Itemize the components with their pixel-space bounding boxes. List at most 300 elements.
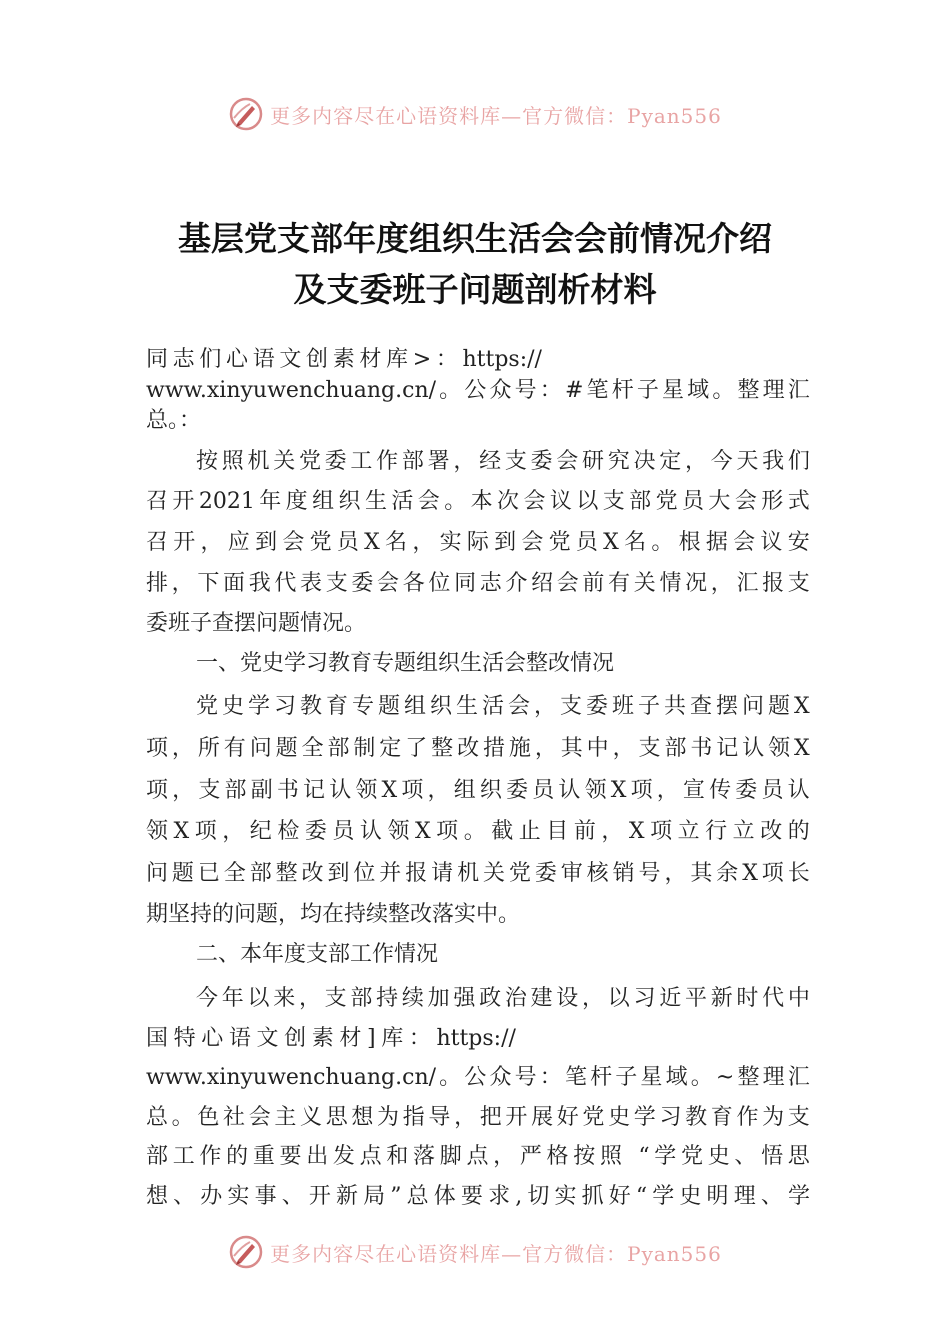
body-line: 委班子查摆问题情况。 (146, 611, 367, 636)
body-text-run: 域 (665, 1065, 688, 1090)
body-text-run: 活 (482, 694, 505, 719)
body-text-run: 支 (560, 694, 583, 719)
body-text-run: 项 (650, 819, 673, 844)
body-text-run: 销 (612, 861, 635, 886)
body-text-run: 项 (194, 819, 217, 844)
body-text-run: 关 (633, 571, 656, 596)
body-text-run: 措 (482, 736, 505, 761)
body-text-run: 重 (252, 1144, 275, 1169)
body-text-run: www.xinyuwenchuang.cn/ (146, 378, 437, 403)
body-text-run: 下 (197, 571, 220, 596)
body-text-run: 部 (327, 736, 350, 761)
body-text-run: 习 (659, 1105, 682, 1130)
body-text-run: 代 (762, 986, 785, 1011)
body-text-run: 天 (736, 449, 759, 474)
body-text-run: 。 (439, 1065, 462, 1090)
body-text-run: ” (390, 1184, 402, 1209)
body-text-run: 史 (222, 694, 245, 719)
body-text-run: 切 (527, 1184, 550, 1209)
body-text-run: 部 (629, 489, 652, 514)
body-line (146, 569, 810, 599)
body-text-run: 项 (761, 861, 784, 886)
body-text-run: 以 (607, 986, 630, 1011)
body-text-run: 大 (708, 489, 731, 514)
document-title-line-2: 及支委班子问题剖析材料 (293, 270, 657, 309)
body-text-run: 以 (247, 986, 270, 1011)
body-text-run: 子 (615, 1065, 638, 1090)
body-text-run: 召 (146, 530, 169, 555)
body-text-run: 认 (329, 778, 352, 803)
body-text-run: 位 (428, 571, 451, 596)
body-text-run: 语 (252, 347, 275, 372)
body-text-run: 想 (351, 1105, 374, 1130)
body-text-run: 部 (224, 778, 247, 803)
body-text-run: 报 (762, 571, 785, 596)
body-text-run: 委 (735, 778, 758, 803)
body-text-run: 题 (171, 861, 194, 886)
body-text-run: ， (454, 1105, 477, 1130)
body-text-run: ， (612, 736, 635, 761)
body-text-run: 止 (518, 819, 541, 844)
body-text-run: 育 (326, 694, 349, 719)
body-text-run: 际 (466, 530, 489, 555)
body-text-run: 指 (402, 1105, 425, 1130)
body-text-run: https:// (436, 1026, 516, 1051)
body-text-run: 续 (401, 986, 424, 1011)
body-text-run: 支 (325, 571, 348, 596)
body-text-run: 记 (303, 778, 326, 803)
body-text-run: 余 (716, 861, 739, 886)
body-text-run: 委 (586, 694, 609, 719)
body-text-run: 报 (405, 861, 428, 886)
body-text-run: 代 (274, 571, 297, 596)
body-text-run: 史 (707, 1144, 730, 1169)
body-line (146, 859, 810, 889)
body-text-run: 根 (678, 530, 701, 555)
body-text-run: 据 (705, 530, 728, 555)
body-text-run: 持 (376, 986, 399, 1011)
body-text-run: 子 (636, 378, 659, 403)
body-text-run: 杆 (611, 378, 634, 403)
body-text-run: 心 (201, 1026, 224, 1051)
body-text-run: 材 (339, 1026, 362, 1051)
body-line: 总。： (146, 408, 202, 433)
body-text-run: 委 (506, 778, 529, 803)
body-text-run: 。 (712, 378, 735, 403)
body-text-run: 决 (633, 449, 656, 474)
body-text-run: 中 (586, 736, 609, 761)
body-text-run: 长 (787, 861, 810, 886)
body-text-run: 研 (582, 449, 605, 474)
body-line (146, 447, 810, 477)
body-text-run: 支 (198, 778, 221, 803)
body-line (146, 1063, 810, 1093)
body-text-run: ， (601, 819, 624, 844)
body-text-run: 今 (710, 449, 733, 474)
body-text-run: 好 (556, 1105, 579, 1130)
body-text-run: 实 (439, 530, 462, 555)
body-text-run: 国 (146, 1026, 169, 1051)
body-line (146, 487, 810, 517)
body-text-run: X (610, 778, 627, 803)
body-text-run: 组 (312, 489, 335, 514)
body-text-run: 我 (248, 571, 271, 596)
body-text-run: 整 (737, 378, 760, 403)
body-text-run: 创 (284, 1026, 307, 1051)
body-text-run: 汇 (787, 378, 810, 403)
body-text-run: 社 (223, 1105, 246, 1130)
body-text-run: ， (710, 571, 733, 596)
body-text-run: 情 (659, 571, 682, 596)
body-text-run: 检 (277, 819, 300, 844)
pen-circle-logo-icon (228, 1234, 264, 1270)
body-text-run: 到 (255, 530, 278, 555)
body-line (146, 345, 542, 375)
body-text-run: 语 (228, 1026, 251, 1051)
body-text-run: 已 (197, 861, 220, 886)
body-line (146, 1142, 810, 1172)
body-text-run: 员 (532, 778, 555, 803)
body-text-run: 理 (762, 1065, 785, 1090)
body-text-run: 党 (309, 530, 332, 555)
body-text-run: 摆 (716, 694, 739, 719)
body-text-run: 学 (633, 1105, 656, 1130)
body-text-run: 委 (534, 861, 557, 886)
body-text-run: 、 (734, 1144, 757, 1169)
body-text-run: 文 (279, 347, 302, 372)
body-text-run: 局 (363, 1184, 386, 1209)
body-text-run: X (794, 694, 810, 719)
body-text-run: 出 (306, 1144, 329, 1169)
body-text-run: 支 (602, 489, 625, 514)
body-text-run: 织 (338, 489, 361, 514)
body-text-run: 实 (554, 1184, 577, 1209)
body-text-run: 脚 (439, 1144, 462, 1169)
body-text-run: www.xinyuwenchuang.cn/ (146, 1065, 437, 1090)
body-line (146, 734, 810, 764)
body-text-run: 义 (300, 1105, 323, 1130)
body-text-run: 认 (359, 819, 382, 844)
body-text-run: 关 (273, 449, 296, 474)
body-text-run: 们 (787, 449, 810, 474)
body-text-run: 共 (664, 694, 687, 719)
body-text-run: https:// (462, 347, 542, 372)
body-text-run: 们 (199, 347, 222, 372)
body-text-run: 绍 (531, 571, 554, 596)
body-text-run: ， (200, 530, 223, 555)
body-text-run: 笔 (564, 1065, 587, 1090)
body-text-run: 工 (350, 449, 373, 474)
body-text-run: 汇 (736, 571, 759, 596)
body-text-run: 支 (787, 571, 810, 596)
body-text-run: 悟 (761, 1144, 784, 1169)
body-text-run: 展 (531, 1105, 554, 1130)
body-text-run: 点 (359, 1144, 382, 1169)
body-text-run: 党 (680, 1144, 703, 1169)
body-text-run: 员 (336, 530, 359, 555)
body-text-run: 按 (196, 449, 219, 474)
body-text-run: 开 (505, 1105, 528, 1130)
body-line: 期坚持的问题，均在持续整改落实中。 (146, 902, 521, 927)
body-text-run: 会 (733, 530, 756, 555)
body-text-run: 会 (521, 530, 544, 555)
body-text-run: ~ (715, 1065, 735, 1090)
body-text-run: 的 (226, 1144, 249, 1169)
body-text-run: ， (534, 694, 557, 719)
body-text-run: ， (656, 778, 679, 803)
body-text-run: 部 (146, 1144, 169, 1169)
body-text-run: ， (298, 986, 321, 1011)
body-text-run: 新 (710, 986, 733, 1011)
body-text-run: 格 (546, 1144, 569, 1169)
body-text-run: 材 (359, 347, 382, 372)
body-text-run: 记 (716, 736, 739, 761)
body-text-run: 、 (173, 1184, 196, 1209)
body-text-run: 部 (664, 736, 687, 761)
body-text-run: 项 (630, 778, 653, 803)
body-text-run: 办 (200, 1184, 223, 1209)
body-text-run: 关 (482, 861, 505, 886)
body-text-run: 号 (514, 378, 537, 403)
body-text-run: 年 (221, 986, 244, 1011)
body-text-run: 经 (479, 449, 502, 474)
body-text-run: 题 (378, 694, 401, 719)
body-text-run: 会 (282, 530, 305, 555)
body-text-run: 领 (146, 819, 169, 844)
body-text-run: 色 (197, 1105, 220, 1130)
body-text-run: 的 (787, 819, 810, 844)
body-text-run: X (628, 819, 645, 844)
body-text-run: 我 (762, 449, 785, 474)
body-text-run: 截 (491, 819, 514, 844)
body-text-run: 思 (787, 1144, 810, 1169)
body-text-run: 、 (760, 1184, 783, 1209)
body-text-run: 认 (742, 736, 765, 761)
body-text-run: 会 (377, 571, 400, 596)
body-text-run: 议 (549, 489, 572, 514)
body-text-run: 书 (690, 736, 713, 761)
body-text-run: 笔 (586, 378, 609, 403)
body-line (146, 776, 810, 806)
body-text-run: 党 (508, 861, 531, 886)
body-text-run: 活 (391, 489, 414, 514)
body-text-run: 会 (417, 489, 440, 514)
body-text-run: 全 (223, 861, 246, 886)
body-text-run: 定 (659, 449, 682, 474)
body-text-run: 汇 (787, 1065, 810, 1090)
body-text-run: 介 (505, 571, 528, 596)
body-text-run: 明 (706, 1184, 729, 1209)
body-text-run: 发 (332, 1144, 355, 1169)
body-text-run: 有 (608, 571, 631, 596)
body-text-run: 心 (226, 347, 249, 372)
body-text-run: ： (539, 378, 562, 403)
body-text-run: 立 (732, 819, 755, 844)
body-text-run: 。 (651, 530, 674, 555)
body-text-run: 求 (488, 1184, 511, 1209)
body-text-run: 开 (172, 489, 195, 514)
body-text-run: 教 (685, 1105, 708, 1130)
body-text-run: 学 (248, 694, 271, 719)
body-text-run: 创 (306, 347, 329, 372)
body-text-run: 党 (196, 694, 219, 719)
body-text-run: 子 (638, 694, 661, 719)
body-text-run: 前 (582, 571, 605, 596)
body-text-run: 员 (332, 819, 355, 844)
body-text-run: 作 (199, 1144, 222, 1169)
body-text-run: X (794, 736, 810, 761)
body-text-run: 近 (659, 986, 682, 1011)
body-text-run: 领 (584, 778, 607, 803)
body-text-run: 2021 (198, 489, 255, 514)
body-text-run: 公 (464, 1065, 487, 1090)
body-text-run: 究 (607, 449, 630, 474)
body-text-run: 支 (787, 1105, 810, 1130)
body-text-run: 有 (223, 736, 246, 761)
body-text-run: 点 (466, 1144, 489, 1169)
body-text-run: 会 (523, 489, 546, 514)
body-text-run: 好 (608, 1184, 631, 1209)
body-text-run: 次 (497, 489, 520, 514)
body-text-run: ， (684, 449, 707, 474)
body-text-run: 党 (548, 530, 571, 555)
body-text-run: 工 (172, 1144, 195, 1169)
body-text-run: 机 (247, 449, 270, 474)
body-text-run: 行 (705, 819, 728, 844)
body-text-run: 杆 (590, 1065, 613, 1090)
body-text-run: 开 (308, 1184, 331, 1209)
body-text-run: 生 (456, 694, 479, 719)
body-text-run: 审 (560, 861, 583, 886)
body-text-run: ， (664, 861, 687, 886)
body-text-run: 题 (768, 694, 791, 719)
body-text-run: 号 (514, 1065, 537, 1090)
body-text-run: 请 (431, 861, 454, 886)
body-text-run: 度 (285, 489, 308, 514)
body-text-run: 史 (608, 1105, 631, 1130)
body-text-run: 形 (761, 489, 784, 514)
body-text-run: > (412, 347, 432, 372)
body-text-run (627, 1142, 634, 1172)
body-text-run: 位 (353, 861, 376, 886)
body-text-run: 照 (599, 1144, 622, 1169)
body-text-run: 问 (249, 736, 272, 761)
body-text-run: 域 (687, 378, 710, 403)
body-text-run: X (364, 530, 380, 555)
body-text-run: 问 (742, 694, 765, 719)
body-text-run: ： (435, 347, 458, 372)
body-text-run: 特 (173, 1026, 196, 1051)
body-text-run: 员 (682, 489, 705, 514)
body-text-run: 名 (624, 530, 647, 555)
body-text-run: 设 (556, 986, 579, 1011)
body-text-run: ， (172, 778, 195, 803)
body-text-run: 员 (575, 530, 598, 555)
body-text-run: 所 (197, 736, 220, 761)
body-text-run: X (414, 819, 431, 844)
body-text-run: 、 (281, 1184, 304, 1209)
body-text-run: 同 (454, 571, 477, 596)
body-text-run: 支 (324, 986, 347, 1011)
body-text-run: 整 (275, 861, 298, 886)
body-text-run: 目 (546, 819, 569, 844)
body-text-run: 委 (304, 819, 327, 844)
document-title-line-1: 基层党支部年度组织生活会会前情况介绍 (178, 219, 772, 258)
body-text-run: 照 (221, 449, 244, 474)
body-text-run: ， (582, 986, 605, 1011)
body-text-run: 前 (573, 819, 596, 844)
body-text-run: 立 (677, 819, 700, 844)
body-text-run: 思 (325, 1105, 348, 1130)
body-text-run: “ (638, 1144, 650, 1169)
body-text-run: 问 (146, 861, 169, 886)
body-text-run: 星 (662, 378, 685, 403)
body-text-run: 项 (436, 819, 459, 844)
body-line (146, 1024, 516, 1054)
body-text-run: 理 (733, 1184, 756, 1209)
body-text-run: 。 (690, 1065, 713, 1090)
body-text-run: 应 (227, 530, 250, 555)
body-text-run: 体 (433, 1184, 456, 1209)
body-text-run: 排 (146, 571, 169, 596)
body-text-run: ： (408, 1026, 431, 1051)
body-text-run: ， (412, 530, 435, 555)
body-line (146, 984, 810, 1014)
body-text-run: 治 (504, 986, 527, 1011)
body-text-run: ] (367, 1026, 376, 1051)
body-text-run: 本 (470, 489, 493, 514)
body-text-run: 。 (171, 1105, 194, 1130)
body-text-run: 组 (453, 778, 476, 803)
body-text-run: 建 (530, 986, 553, 1011)
body-text-run: 题 (275, 736, 298, 761)
body-text-run: 实 (227, 1184, 250, 1209)
body-line (146, 1182, 810, 1212)
body-text-run: 新 (335, 1184, 358, 1209)
body-text-run: 会 (734, 489, 757, 514)
body-text-run: 并 (379, 861, 402, 886)
body-text-run: 到 (494, 530, 517, 555)
body-text-run: 平 (684, 986, 707, 1011)
body-text-run: 项 (146, 778, 169, 803)
body-text-run: 想 (146, 1184, 169, 1209)
body-text-run: 面 (223, 571, 246, 596)
body-text-run: 和 (386, 1144, 409, 1169)
body-text-run: 党 (298, 449, 321, 474)
body-text-run: 项 (146, 736, 169, 761)
body-text-run: 总 (406, 1184, 429, 1209)
body-text-run: ， (493, 1144, 516, 1169)
body-text-run: 宣 (682, 778, 705, 803)
body-text-run: 制 (353, 736, 376, 761)
body-text-run: 学 (787, 1184, 810, 1209)
body-text-run: 党 (655, 489, 678, 514)
body-text-run: 纪 (249, 819, 272, 844)
body-text-run: 表 (300, 571, 323, 596)
header-banner (0, 94, 950, 134)
body-text-run: 会 (508, 694, 531, 719)
body-text-run: 改 (301, 861, 324, 886)
body-text-run: 同 (146, 347, 169, 372)
body-text-run: 式 (787, 489, 810, 514)
body-text-run: 素 (332, 347, 355, 372)
body-text-run: X (742, 861, 758, 886)
body-text-run: ， (171, 571, 194, 596)
body-text-run: 机 (457, 861, 480, 886)
body-text-run: 众 (489, 1065, 512, 1090)
body-text-run: # (564, 378, 584, 403)
body-text-run: , (515, 1184, 523, 1209)
